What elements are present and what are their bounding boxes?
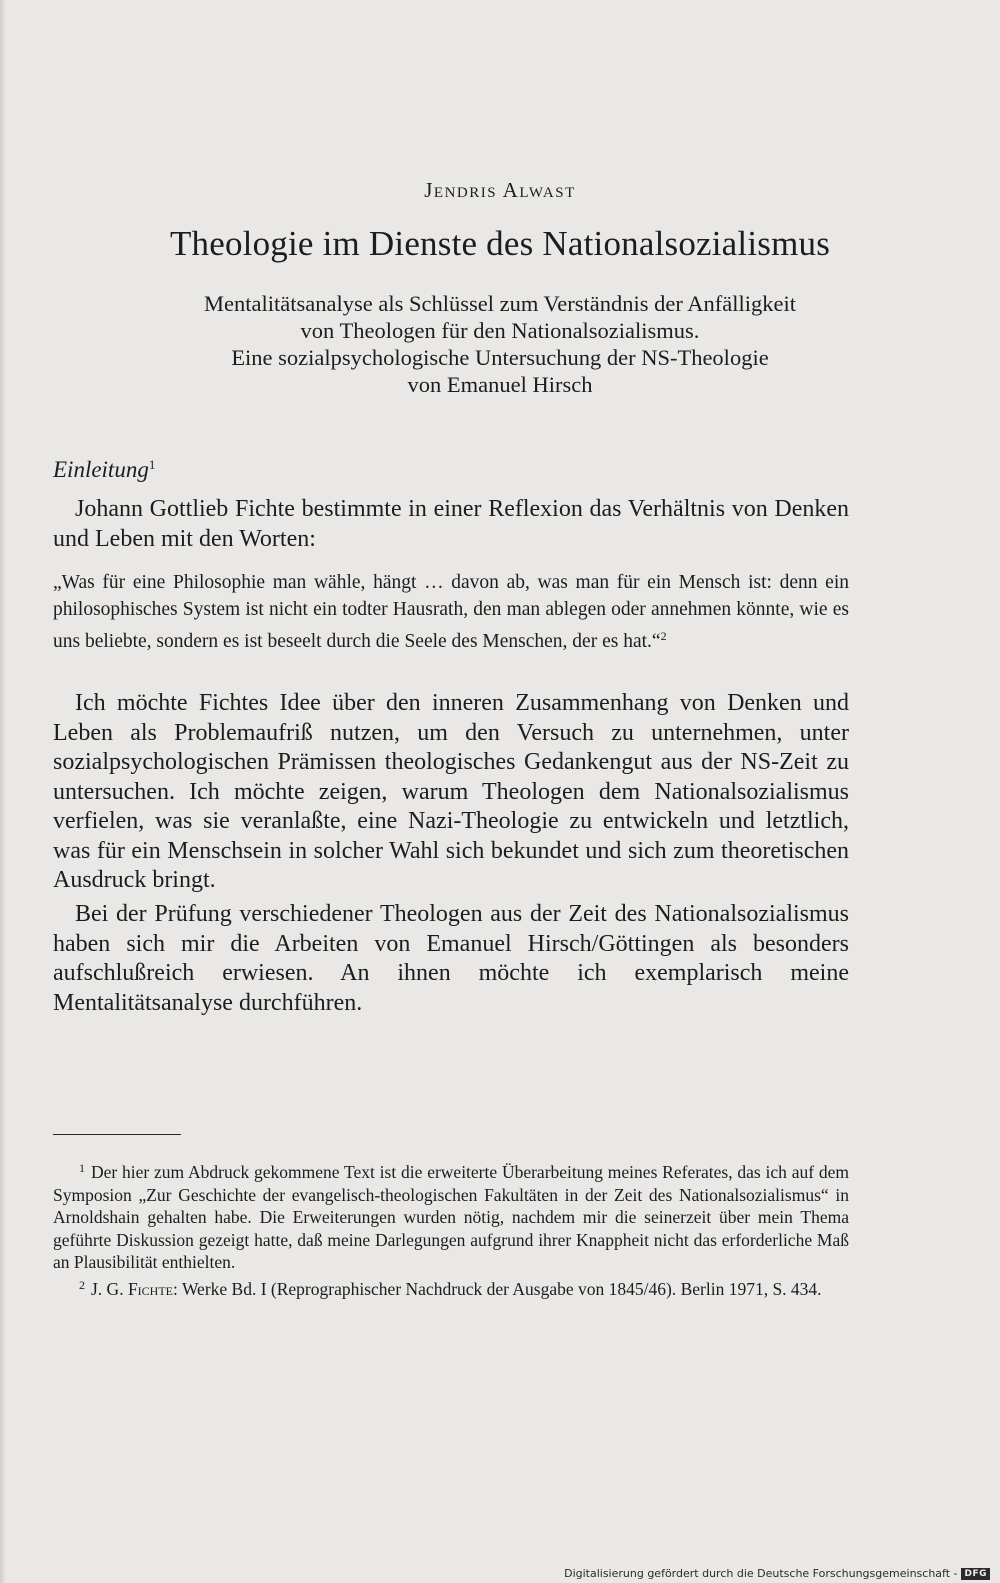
footnote-marker: 2 [660, 629, 667, 643]
subtitle-line: Mentalitätsanalyse als Schlüssel zum Verständnis der Anfälligkeit [204, 291, 796, 316]
dfg-logo: DFG [961, 1568, 990, 1580]
intro-paragraph: Johann Gottlieb Fichte bestimmte in einer Reflexion das Verhältnis von Denken und Leben mit den Worten: [53, 496, 849, 552]
section-heading [53, 457, 155, 483]
body-paragraph: Bei der Prüfung verschiedener Theologen aus der Zeit des Nationalsozialismus haben sich mir die Arbeiten von Emanuel Hirsch/Göttingen als besonders aufschlußreich erwiesen. An ihnen möchte ich exemplarisch meine Mentalitätsanalyse durchführen. [53, 901, 849, 1016]
article-subtitle [0, 290, 1000, 398]
subtitle-line: von Theologen für den Nationalsozialismus. [300, 318, 700, 343]
article-title: Theologie im Dienste des Nationalsozialismus [169, 224, 831, 263]
quote-text: „Was für eine Philosophie man wähle, hängt … davon ab, was man für ein Mensch ist: denn ein philosophisches System ist nicht ein todter Hausrath, den man ablegen oder annehmen könnte, wie es uns beliebte, sondern es ist beseelt durch die Seele des Menschen, der es hat.“ [53, 572, 849, 652]
digitization-notice [564, 1567, 990, 1580]
footnote-marker: 1 [148, 457, 156, 472]
fichte-quote [53, 569, 849, 655]
footnote-number: 1 [79, 1161, 85, 1175]
footnote-author: J. G. Fichte: [91, 1278, 178, 1299]
footnote-divider [53, 1134, 181, 1135]
subtitle-line: von Emanuel Hirsch [407, 372, 593, 397]
section-heading-text: Einleitung [53, 457, 149, 482]
subtitle-line: Eine sozialpsychologische Untersuchung der NS-Theologie [231, 345, 769, 370]
footnote-text: Der hier zum Abdruck gekommene Text ist die erweiterte Überarbeitung meines Referates, das ich auf dem Symposion „Zur Geschichte der evangelisch-theologischen Fakultäten in der Zeit des Nationalsozialismus“ in Arnoldshain gehalten habe. Die Erweiterungen wurden nötig, nachdem mir die seinerzeit über mein Thema geführte Diskussion gezeigt hatte, daß meine Darlegungen aufgrund ihrer Knappheit nicht das erforderliche Maß an Plausibilität enthielten. [53, 1162, 849, 1273]
footnote-text: Werke Bd. I (Reprographischer Nachdruck der Ausgabe von 1845/46). Berlin 1971, S. 434. [181, 1278, 822, 1299]
footnote-number: 2 [79, 1277, 85, 1292]
footnotes [53, 1157, 849, 1301]
digitization-text: Digitalisierung gefördert durch die Deutsche Forschungsgemeinschaft - [564, 1567, 958, 1580]
footnote-2 [53, 1274, 849, 1301]
article-author: Jendris Alwast [424, 178, 576, 202]
footnote-1 [53, 1157, 849, 1274]
body-paragraph: Ich möchte Fichtes Idee über den inneren Zusammenhang von Denken und Leben als Problemaufriß nutzen, um den Versuch zu unternehmen, unter sozialpsychologischen Prämissen theologisches Gedankengut aus der NS-Zeit zu untersuchen. Ich möchte zeigen, warum Theologen dem Nationalsozialismus verfielen, was sie veranlaßte, eine Nazi-Theologie zu entwickeln und letztlich, was für ein Menschsein in solcher Wahl sich bekundet und sich zum theoretischen Ausdruck bringt. [53, 690, 849, 893]
